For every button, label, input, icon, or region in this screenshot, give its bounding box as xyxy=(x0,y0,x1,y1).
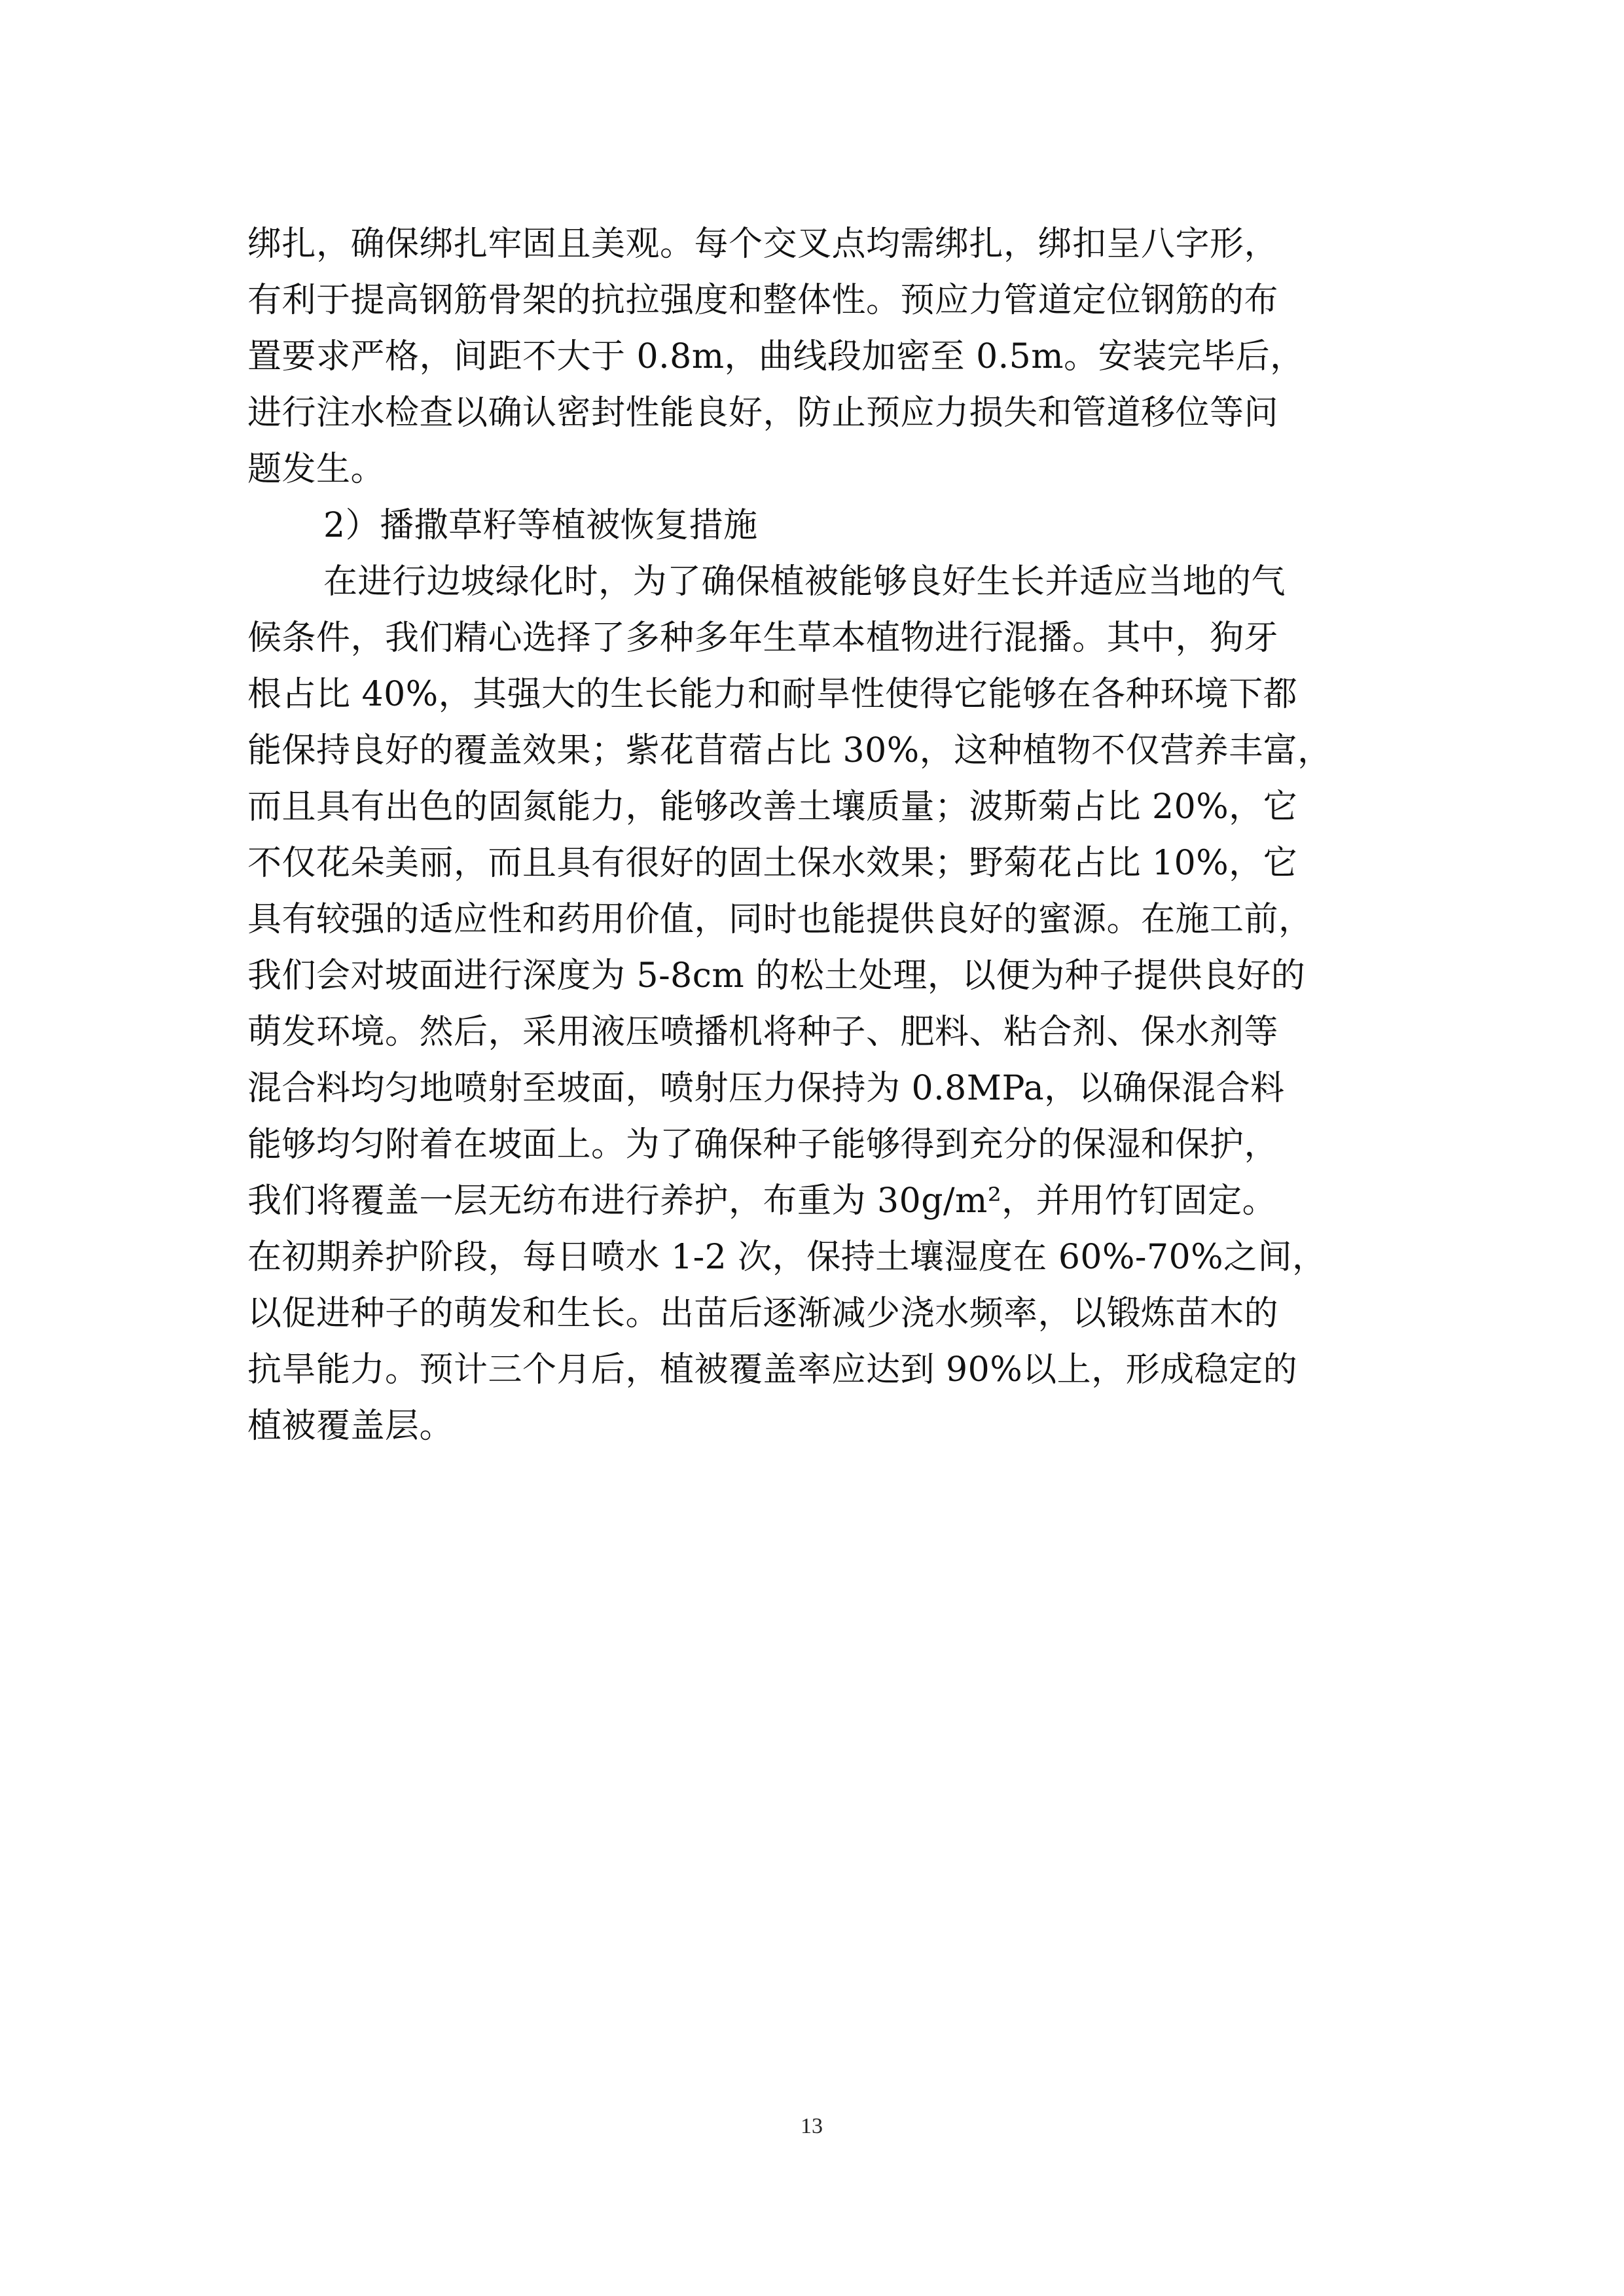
text-line: 进行注水检查以确认密封性能良好，防止预应力损失和管道移位等问 xyxy=(247,393,1279,433)
text-line: 在进行边坡绿化时，为了确保植被能够良好生长并适应当地的气 xyxy=(323,562,1286,601)
text-line: 绑扎，确保绑扎牢固且美观。每个交叉点均需绑扎，绑扣呈八字形， xyxy=(247,224,1279,264)
section-heading: 2）播撒草籽等植被恢复措施 xyxy=(323,506,758,545)
text-line: 以促进种子的萌发和生长。出苗后逐渐减少浇水频率，以锻炼苗木的 xyxy=(247,1294,1279,1333)
text-line: 我们会对坡面进行深度为 5-8cm 的松土处理，以便为种子提供良好的 xyxy=(247,956,1306,996)
text-line: 具有较强的适应性和药用价值，同时也能提供良好的蜜源。在施工前， xyxy=(247,900,1313,939)
text-line: 能够均匀附着在坡面上。为了确保种子能够得到充分的保湿和保护， xyxy=(247,1125,1279,1164)
text-line: 根占比 40%，其强大的生长能力和耐旱性使得它能够在各种环境下都 xyxy=(247,675,1298,714)
text-line: 植被覆盖层。 xyxy=(247,1407,454,1446)
text-line: 而且具有出色的固氮能力，能够改善土壤质量；波斯菊占比 20%，它 xyxy=(247,787,1298,827)
text-line: 置要求严格，间距不大于 0.8m，曲线段加密至 0.5m。安装完毕后， xyxy=(247,337,1305,376)
text-line: 能保持良好的覆盖效果；紫花苜蓿占比 30%，这种植物不仅营养丰富， xyxy=(247,731,1332,770)
text-line: 我们将覆盖一层无纺布进行养护，布重为 30g/m²，并用竹钉固定。 xyxy=(247,1181,1277,1221)
text-line: 萌发环境。然后，采用液压喷播机将种子、肥料、粘合剂、保水剂等 xyxy=(247,1013,1279,1052)
text-line: 混合料均匀地喷射至坡面，喷射压力保持为 0.8MPa，以确保混合料 xyxy=(247,1069,1285,1108)
text-line: 候条件，我们精心选择了多种多年生草本植物进行混播。其中，狗牙 xyxy=(247,619,1279,658)
text-line: 不仅花朵美丽，而且具有很好的固土保水效果；野菊花占比 10%，它 xyxy=(247,844,1298,883)
text-line: 有利于提高钢筋骨架的抗拉强度和整体性。预应力管道定位钢筋的布 xyxy=(247,281,1279,320)
page-number: 13 xyxy=(801,2114,823,2138)
body-text xyxy=(247,216,1386,1454)
text-line: 抗旱能力。预计三个月后，植被覆盖率应达到 90%以上，形成稳定的 xyxy=(247,1350,1298,1390)
text-line: 在初期养护阶段，每日喷水 1-2 次，保持土壤湿度在 60%-70%之间， xyxy=(247,1238,1327,1277)
text-line: 题发生。 xyxy=(247,450,386,489)
